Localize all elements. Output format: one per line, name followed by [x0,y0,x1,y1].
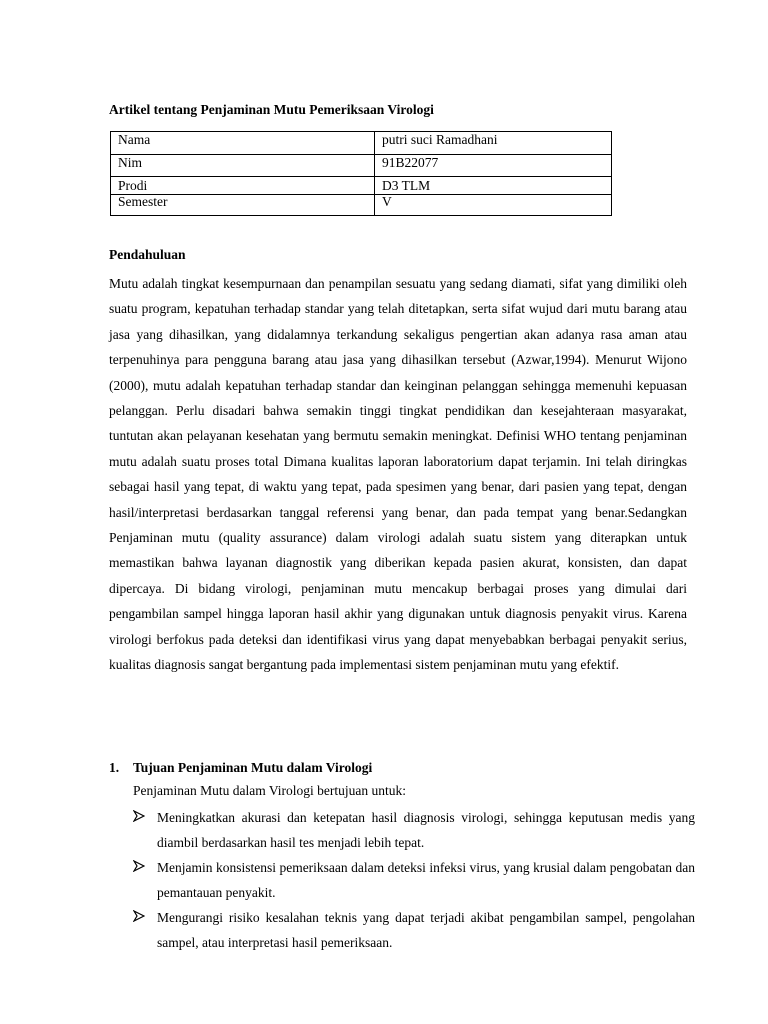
section-tujuan [109,760,695,955]
table-cell-value: D3 TLM [375,177,612,195]
table-cell-value: 91B22077 [375,155,612,177]
table-cell-label: Semester [111,195,375,216]
table-cell-label: Prodi [111,177,375,195]
list-item [157,905,695,955]
arrow-bullet-icon [133,855,149,880]
bullet-list [109,805,695,955]
bullet-text: Meningkatkan akurasi dan ketepatan hasil diagnosis virologi, sehingga keputusan medis yang diambil berdasarkan hasil tes menjadi lebih tepat. [157,810,695,850]
section-title [109,760,695,776]
section-title-text: Tujuan Penjaminan Mutu dalam Virologi [133,760,373,775]
table-row [111,132,612,155]
table-cell-label: Nama [111,132,375,155]
bullet-text: Menjamin konsistensi pemeriksaan dalam deteksi infeksi virus, yang krusial dalam pengobatan dan pemantauan penyakit. [157,860,695,900]
table-row [111,177,612,195]
document-title: Artikel tentang Penjaminan Mutu Pemeriksaan Virologi [109,102,434,117]
table-cell-value: putri suci Ramadhani [375,132,612,155]
table-row [111,195,612,216]
bullet-text: Mengurangi risiko kesalahan teknis yang dapat terjadi akibat pengambilan sampel, pengolahan sampel, atau interpretasi hasil pemeriksaan. [157,910,695,950]
intro-paragraph: Mutu adalah tingkat kesempurnaan dan penampilan sesuatu yang sedang diamati, sifat yang dimiliki oleh suatu program, kepatuhan terhadap standar yang telah ditetapkan, serta sifat wujud dari mutu barang atau jasa yang dihasilkan, yang didalamnya terkandung sekaligus pengertian akan adanya rasa aman atau terpenuhinya para pengguna barang atau jasa yang dihasilkan tersebut (Azwar,1994). Menurut Wijono (2000), mutu adalah kepatuhan terhadap standar dan keinginan pelanggan sehingga memenuhi kepuasan pelanggan. Perlu disadari bahwa semakin tinggi tingkat pendidikan dan kesejahteraan masyarakat, tuntutan akan pelayanan kesehatan yang bermutu semakin meningkat. Definisi WHO tentang penjaminan mutu adalah suatu proses total Dimana kualitas laporan laboratorium dapat terjamin. Ini telah diringkas sebagai hasil yang tepat, di waktu yang tepat, pada spesimen yang benar, dari pasien yang tepat, dengan hasil/interpretasi berdasarkan tanggal referensi yang benar, dan pada tempat yang benar.Sedangkan Penjaminan mutu (quality assurance) dalam virologi adalah suatu sistem yang diterapkan untuk memastikan bahwa layanan diagnostik yang diberikan kepada pasien akurat, konsisten, dan dapat dipercaya. Di bidang virologi, penjaminan mutu mencakup berbagai proses yang dimulai dari pengambilan sampel hingga laporan hasil akhir yang digunakan untuk diagnosis penyakit virus. Karena virologi berfokus pada deteksi dan identifikasi virus yang dapat menyebabkan berbagai penyakit serius, kualitas diagnosis sangat bergantung pada implementasi sistem penjaminan mutu yang efektif. [109,276,687,673]
arrow-bullet-icon [133,905,149,930]
list-item [157,855,695,905]
table-row [111,155,612,177]
table-cell-label: Nim [111,155,375,177]
arrow-bullet-icon [133,805,149,830]
section-intro: Penjaminan Mutu dalam Virologi bertujuan untuk: [133,783,407,798]
list-item [157,805,695,855]
table-cell-value: V [375,195,612,216]
section-number: 1. [109,760,120,775]
section-heading-pendahuluan: Pendahuluan [109,247,186,262]
student-info-table [110,131,612,216]
